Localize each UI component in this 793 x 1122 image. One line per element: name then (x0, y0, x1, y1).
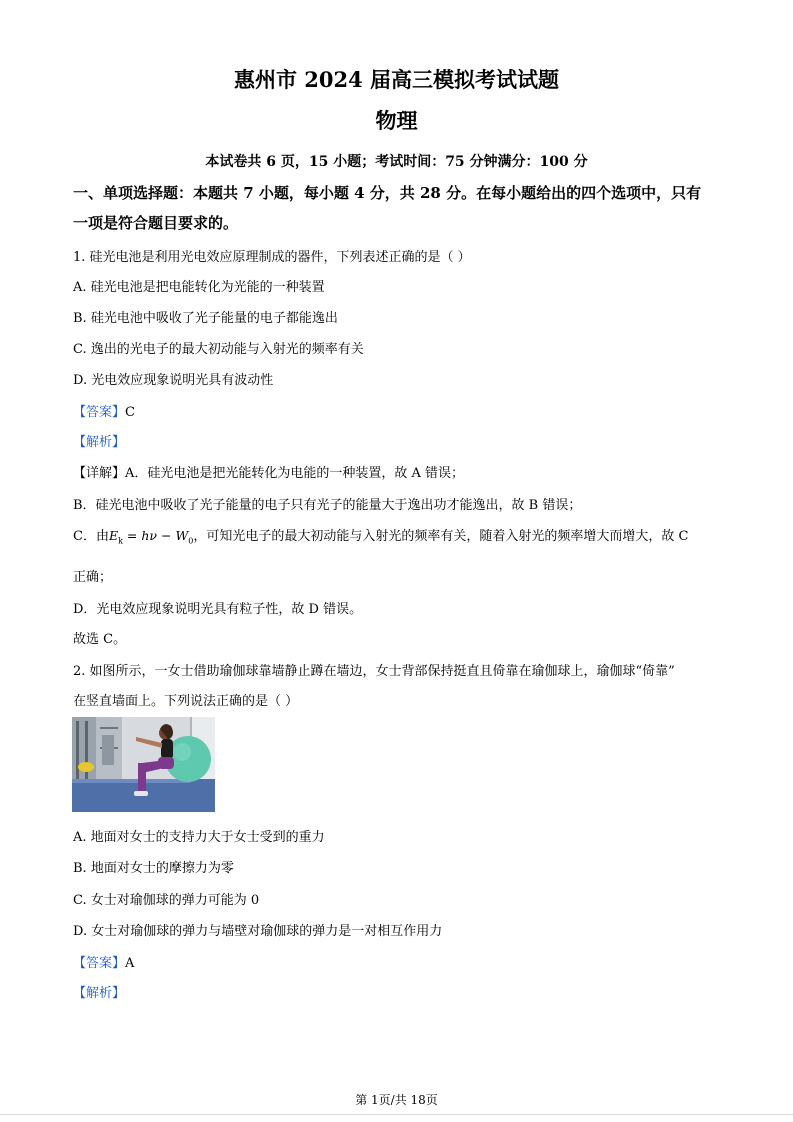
formula-k: k (118, 536, 123, 546)
q1-detail-d: D．光电效应现象说明光具有粒子性，故 D 错误。 (73, 602, 363, 617)
q2-option-c: C. 女士对瑜伽球的弹力可能为 0 (73, 893, 260, 908)
photoelectric-formula (108, 528, 194, 546)
q2-analysis-tag (73, 982, 125, 1001)
analysis-tag: 【解析】 (73, 435, 126, 450)
formula-hv: hν (141, 528, 158, 543)
q2-stem-line1: 2. 如图所示，一女士借助瑜伽球靠墙静止蹲在墙边，女士背部保持挺直且倚靠在瑜伽球上，瑜伽球“倚靠” (73, 664, 675, 679)
analysis-tag: 【解析】 (73, 986, 126, 1001)
q1-detail-b: B．硅光电池中吸收了光子能量的电子只有光子的能量大于逸出功才能逸出，故 B 错误； (73, 498, 582, 513)
q2-stem-line2: 在竖直墙面上。下列说法正确的是（ ） (73, 694, 299, 709)
q1-option-a: A. 硅光电池是把电能转化为光能的一种装置 (73, 280, 325, 295)
exam-info: 本试卷共 6 页，15 小题；考试时间：75 分钟满分：100 分 (205, 154, 588, 170)
page-number: 第 1页/共 18页 (355, 1093, 438, 1107)
detail-c-suffix: ，可知光电子的最大初动能与入射光的频率有关，随着入射光的频率增大而增大，故 C (193, 529, 689, 544)
q1-option-b: B. 硅光电池中吸收了光子能量的电子都能逸出 (73, 311, 338, 326)
formula-w: W (175, 528, 189, 543)
answer-tag: 【答案】 (73, 956, 126, 971)
formula-minus: − (157, 528, 176, 543)
answer-value: C (125, 405, 135, 420)
subject-title: 物理 (375, 108, 418, 133)
q1-option-d: D. 光电效应现象说明光具有波动性 (73, 373, 274, 388)
exam-title: 惠州市 2024 届高三模拟考试试题 (233, 67, 560, 92)
q1-stem: 1. 硅光电池是利用光电效应原理制成的器件，下列表述正确的是（ ） (73, 250, 471, 265)
q2-option-a: A. 地面对女士的支持力大于女士受到的重力 (73, 830, 325, 845)
answer-value: A (125, 956, 135, 971)
q1-detail-c (73, 525, 688, 546)
q1-option-c: C. 逸出的光电子的最大初动能与入射光的频率有关 (73, 342, 364, 357)
section-heading-line1: 一、单项选择题：本题共 7 小题，每小题 4 分，共 28 分。在每小题给出的四个选项中，只有 (73, 184, 702, 202)
q1-answer (73, 401, 135, 420)
q2-option-d: D. 女士对瑜伽球的弹力与墙壁对瑜伽球的弹力是一对相互作用力 (73, 924, 443, 939)
formula-e: E (108, 528, 119, 543)
q1-analysis-tag (73, 431, 125, 450)
q1-conclusion: 故选 C。 (73, 632, 127, 647)
q1-detail-a (73, 462, 464, 481)
section-heading-line2: 一项是符合题目要求的。 (73, 214, 239, 232)
detail-line-a: A．硅光电池是把光能转化为电能的一种装置，故 A 错误； (125, 466, 465, 481)
answer-tag: 【答案】 (73, 405, 126, 420)
detail-tag: 【详解】 (73, 466, 126, 481)
formula-eq: = (122, 528, 142, 543)
footer-divider (0, 1114, 793, 1115)
detail-c-prefix: C．由 (73, 529, 109, 544)
formula-zero: 0 (188, 536, 194, 546)
yoga-ball-photo (72, 717, 215, 812)
q1-detail-c-cont: 正确； (73, 570, 113, 585)
q2-answer (73, 952, 134, 971)
q2-option-b: B. 地面对女士的摩擦力为零 (73, 861, 234, 876)
